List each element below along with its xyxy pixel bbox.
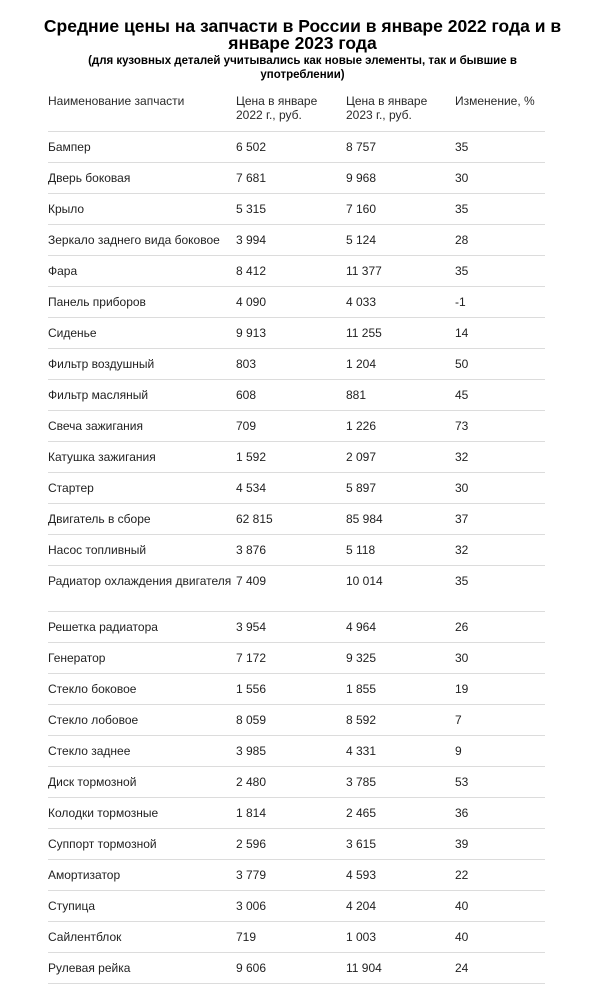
price-2022-cell: 608 [236,380,346,411]
table-row [48,194,545,225]
price-2023-cell: 5 897 [346,473,455,504]
part-name-cell: Фильтр воздушный [48,349,236,380]
price-2022-cell: 1 592 [236,442,346,473]
table-header-row [48,87,545,132]
part-name-cell: Панель приборов [48,287,236,318]
change-percent-cell: 30 [455,163,545,194]
part-name-cell: Сайлентблок [48,922,236,953]
price-2023-cell: 4 593 [346,860,455,891]
part-name-cell: Генератор [48,643,236,674]
price-2022-cell: 2 596 [236,829,346,860]
table-body [48,132,545,984]
price-2022-cell: 5 315 [236,194,346,225]
part-name-cell: Зеркало заднего вида боковое [48,225,236,256]
price-2022-cell: 8 412 [236,256,346,287]
price-2022-cell: 3 954 [236,612,346,643]
price-2023-cell: 4 033 [346,287,455,318]
part-name-cell: Фильтр масляный [48,380,236,411]
change-percent-cell: 45 [455,380,545,411]
part-name-cell: Стартер [48,473,236,504]
table-row [48,767,545,798]
table-row [48,829,545,860]
page-subtitle: (для кузовных деталей учитывались как новые элементы, так и бывшие в употреблении) [88,55,517,81]
change-percent-cell: 7 [455,705,545,736]
price-2022-cell: 8 059 [236,705,346,736]
change-percent-cell: 35 [455,256,545,287]
table-row [48,132,545,163]
table-row [48,612,545,643]
price-2022-cell: 6 502 [236,132,346,163]
table-row [48,922,545,953]
table-row [48,736,545,767]
change-percent-cell: 39 [455,829,545,860]
change-percent-cell: 30 [455,643,545,674]
part-name-cell: Бампер [48,132,236,163]
change-percent-cell: 53 [455,767,545,798]
table-row [48,891,545,922]
part-name-cell: Дверь боковая [48,163,236,194]
part-name-cell: Амортизатор [48,860,236,891]
header-change-percent: Изменение, % [455,87,545,132]
price-2022-cell: 709 [236,411,346,442]
table-row [48,643,545,674]
price-2023-cell: 4 964 [346,612,455,643]
change-percent-cell: 36 [455,798,545,829]
price-2022-cell: 7 681 [236,163,346,194]
price-2023-cell: 9 325 [346,643,455,674]
price-2022-cell: 4 534 [236,473,346,504]
table-row [48,953,545,984]
price-2023-cell: 11 904 [346,953,455,984]
part-name-cell: Фара [48,256,236,287]
price-2023-cell: 7 160 [346,194,455,225]
change-percent-cell: 40 [455,922,545,953]
part-name-cell: Решетка радиатора [48,612,236,643]
price-2022-cell: 1 556 [236,674,346,705]
prices-table [48,87,545,984]
price-2022-cell: 9 913 [236,318,346,349]
table-row [48,798,545,829]
table-row [48,411,545,442]
change-percent-cell: 19 [455,674,545,705]
header-part-name: Наименование запчасти [48,87,236,132]
part-name-cell: Стекло лобовое [48,705,236,736]
change-percent-cell: 24 [455,953,545,984]
part-name-cell: Колодки тормозные [48,798,236,829]
price-2022-cell: 3 006 [236,891,346,922]
part-name-cell: Катушка зажигания [48,442,236,473]
table-row [48,349,545,380]
table-row [48,705,545,736]
part-name-cell: Свеча зажигания [48,411,236,442]
price-2023-cell: 1 226 [346,411,455,442]
price-2023-cell: 3 785 [346,767,455,798]
price-2022-cell: 3 994 [236,225,346,256]
price-2022-cell: 3 779 [236,860,346,891]
table-row [48,566,545,612]
change-percent-cell: 9 [455,736,545,767]
change-percent-cell: 26 [455,612,545,643]
price-2022-cell: 4 090 [236,287,346,318]
part-name-cell: Суппорт тормозной [48,829,236,860]
table-row [48,535,545,566]
price-2022-cell: 1 814 [236,798,346,829]
price-2023-cell: 4 204 [346,891,455,922]
page-title: Средние цены на запчасти в России в январе 2022 года и в январе 2023 года [43,16,562,53]
part-name-cell: Крыло [48,194,236,225]
price-2023-cell: 85 984 [346,504,455,535]
change-percent-cell: 35 [455,566,545,612]
table-row [48,674,545,705]
change-percent-cell: -1 [455,287,545,318]
change-percent-cell: 35 [455,132,545,163]
table-row [48,504,545,535]
header-price-2023: Цена в январе 2023 г., руб. [346,87,455,132]
price-2022-cell: 3 876 [236,535,346,566]
price-2023-cell: 8 757 [346,132,455,163]
part-name-cell: Рулевая рейка [48,953,236,984]
part-name-cell: Двигатель в сборе [48,504,236,535]
part-name-cell: Сиденье [48,318,236,349]
change-percent-cell: 37 [455,504,545,535]
table-row [48,163,545,194]
price-2023-cell: 9 968 [346,163,455,194]
price-2023-cell: 11 255 [346,318,455,349]
price-2023-cell: 5 124 [346,225,455,256]
part-name-cell: Стекло заднее [48,736,236,767]
price-2022-cell: 2 480 [236,767,346,798]
table-row [48,860,545,891]
part-name-cell: Стекло боковое [48,674,236,705]
part-name-cell: Диск тормозной [48,767,236,798]
table-row [48,225,545,256]
price-2023-cell: 2 465 [346,798,455,829]
price-2022-cell: 719 [236,922,346,953]
part-name-cell: Насос топливный [48,535,236,566]
change-percent-cell: 32 [455,535,545,566]
price-2023-cell: 4 331 [346,736,455,767]
change-percent-cell: 35 [455,194,545,225]
price-2023-cell: 10 014 [346,566,455,612]
table-row [48,287,545,318]
price-2023-cell: 8 592 [346,705,455,736]
price-2023-cell: 1 204 [346,349,455,380]
price-2023-cell: 3 615 [346,829,455,860]
price-2023-cell: 11 377 [346,256,455,287]
price-2022-cell: 3 985 [236,736,346,767]
change-percent-cell: 22 [455,860,545,891]
change-percent-cell: 14 [455,318,545,349]
part-name-cell: Радиатор охлаждения двигателя [48,566,236,612]
price-2022-cell: 7 409 [236,566,346,612]
table-row [48,473,545,504]
change-percent-cell: 28 [455,225,545,256]
price-2022-cell: 803 [236,349,346,380]
change-percent-cell: 30 [455,473,545,504]
price-2023-cell: 5 118 [346,535,455,566]
table-row [48,256,545,287]
change-percent-cell: 73 [455,411,545,442]
price-2022-cell: 62 815 [236,504,346,535]
price-2023-cell: 1 855 [346,674,455,705]
change-percent-cell: 40 [455,891,545,922]
price-2023-cell: 881 [346,380,455,411]
change-percent-cell: 32 [455,442,545,473]
price-2023-cell: 1 003 [346,922,455,953]
change-percent-cell: 50 [455,349,545,380]
price-2022-cell: 7 172 [236,643,346,674]
table-row [48,380,545,411]
price-2023-cell: 2 097 [346,442,455,473]
header-price-2022: Цена в январе 2022 г., руб. [236,87,346,132]
price-2022-cell: 9 606 [236,953,346,984]
table-row [48,318,545,349]
table-row [48,442,545,473]
part-name-cell: Ступица [48,891,236,922]
